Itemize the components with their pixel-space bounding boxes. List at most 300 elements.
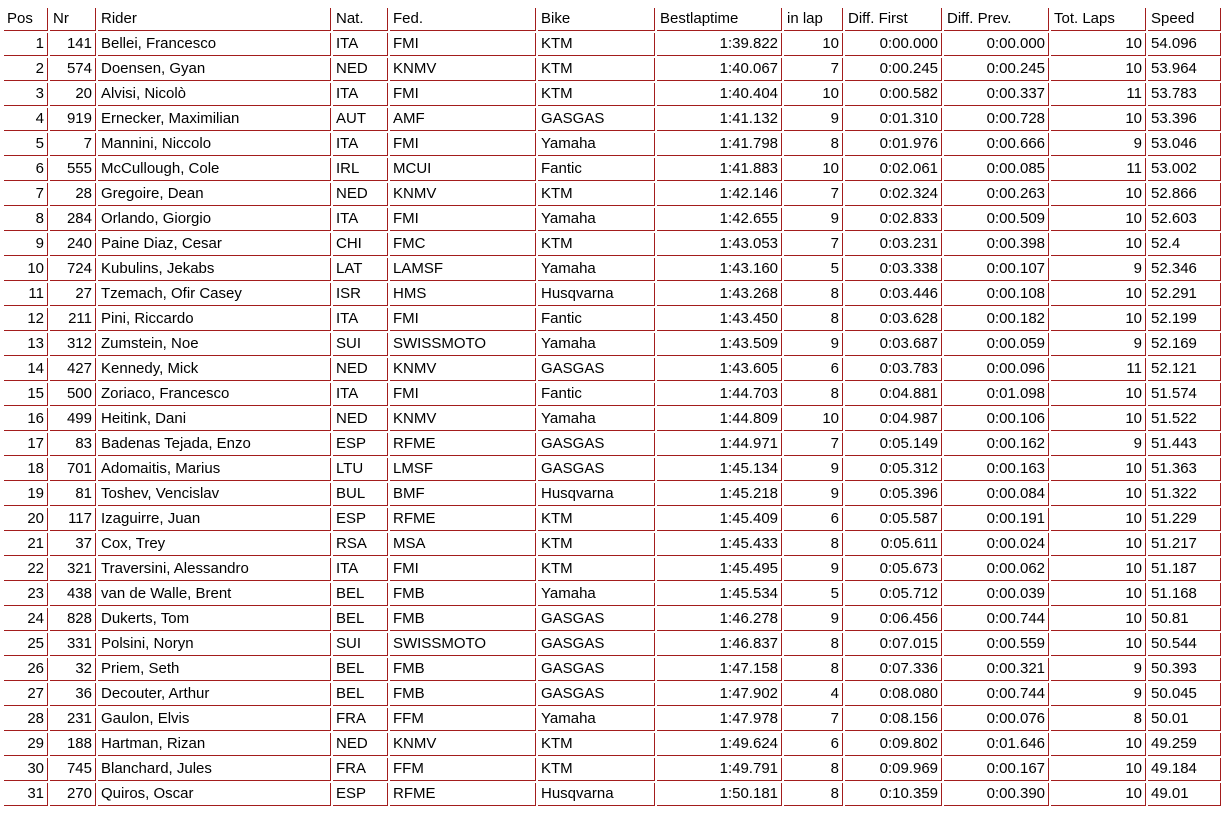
bestlaptime-cell: 1:40.404 — [657, 83, 782, 106]
diff-first-cell: 0:09.802 — [845, 733, 942, 756]
rider-cell: Hartman, Rizan — [98, 733, 331, 756]
table-row — [4, 733, 1221, 756]
bike-cell: KTM — [538, 733, 655, 756]
diff-first-cell: 0:03.231 — [845, 233, 942, 256]
diff-first-cell: 0:00.582 — [845, 83, 942, 106]
in-lap-cell: 9 — [784, 608, 843, 631]
fed-cell: RFME — [390, 508, 536, 531]
diff-prev-cell: 0:01.646 — [944, 733, 1049, 756]
bestlaptime-cell: 1:47.158 — [657, 658, 782, 681]
rider-cell: Dukerts, Tom — [98, 608, 331, 631]
diff-prev-cell: 0:00.263 — [944, 183, 1049, 206]
bike-cell: KTM — [538, 558, 655, 581]
diff-prev-cell: 0:00.096 — [944, 358, 1049, 381]
diff-prev-cell: 0:00.398 — [944, 233, 1049, 256]
table-row — [4, 108, 1221, 131]
pos-cell: 22 — [4, 558, 48, 581]
diff-first-cell: 0:05.712 — [845, 583, 942, 606]
tot-laps-cell: 10 — [1051, 533, 1146, 556]
pos-cell: 8 — [4, 208, 48, 231]
bike-cell: Husqvarna — [538, 483, 655, 506]
col-header-nr: Nr — [50, 8, 96, 31]
bestlaptime-cell: 1:39.822 — [657, 33, 782, 56]
nr-cell: 919 — [50, 108, 96, 131]
nr-cell: 724 — [50, 258, 96, 281]
rider-cell: Decouter, Arthur — [98, 683, 331, 706]
tot-laps-cell: 9 — [1051, 683, 1146, 706]
diff-first-cell: 0:05.149 — [845, 433, 942, 456]
fed-cell: FMI — [390, 83, 536, 106]
pos-cell: 25 — [4, 633, 48, 656]
nat-cell: ESP — [333, 783, 388, 806]
fed-cell: SWISSMOTO — [390, 633, 536, 656]
in-lap-cell: 7 — [784, 233, 843, 256]
in-lap-cell: 8 — [784, 533, 843, 556]
nr-cell: 555 — [50, 158, 96, 181]
diff-first-cell: 0:07.336 — [845, 658, 942, 681]
nr-cell: 331 — [50, 633, 96, 656]
tot-laps-cell: 10 — [1051, 583, 1146, 606]
diff-first-cell: 0:02.061 — [845, 158, 942, 181]
in-lap-cell: 6 — [784, 733, 843, 756]
bestlaptime-cell: 1:44.971 — [657, 433, 782, 456]
bestlaptime-cell: 1:41.798 — [657, 133, 782, 156]
nr-cell: 240 — [50, 233, 96, 256]
table-row — [4, 683, 1221, 706]
nat-cell: ITA — [333, 83, 388, 106]
pos-cell: 28 — [4, 708, 48, 731]
bike-cell: KTM — [538, 33, 655, 56]
in-lap-cell: 5 — [784, 583, 843, 606]
table-row — [4, 408, 1221, 431]
bestlaptime-cell: 1:47.978 — [657, 708, 782, 731]
col-header-rider: Rider — [98, 8, 331, 31]
diff-prev-cell: 0:00.085 — [944, 158, 1049, 181]
bike-cell: KTM — [538, 183, 655, 206]
in-lap-cell: 7 — [784, 708, 843, 731]
table-row — [4, 233, 1221, 256]
tot-laps-cell: 9 — [1051, 433, 1146, 456]
pos-cell: 3 — [4, 83, 48, 106]
bike-cell: GASGAS — [538, 108, 655, 131]
bestlaptime-cell: 1:47.902 — [657, 683, 782, 706]
in-lap-cell: 5 — [784, 258, 843, 281]
in-lap-cell: 9 — [784, 458, 843, 481]
table-row — [4, 358, 1221, 381]
bike-cell: Yamaha — [538, 258, 655, 281]
fed-cell: FMI — [390, 308, 536, 331]
nat-cell: BEL — [333, 683, 388, 706]
tot-laps-cell: 10 — [1051, 483, 1146, 506]
diff-first-cell: 0:05.312 — [845, 458, 942, 481]
speed-cell: 50.81 — [1148, 608, 1221, 631]
fed-cell: KNMV — [390, 408, 536, 431]
in-lap-cell: 7 — [784, 58, 843, 81]
fed-cell: AMF — [390, 108, 536, 131]
rider-cell: Tzemach, Ofir Casey — [98, 283, 331, 306]
table-row — [4, 633, 1221, 656]
diff-first-cell: 0:05.673 — [845, 558, 942, 581]
diff-first-cell: 0:03.446 — [845, 283, 942, 306]
pos-cell: 11 — [4, 283, 48, 306]
diff-first-cell: 0:03.687 — [845, 333, 942, 356]
bike-cell: Husqvarna — [538, 283, 655, 306]
speed-cell: 50.01 — [1148, 708, 1221, 731]
bike-cell: GASGAS — [538, 608, 655, 631]
bestlaptime-cell: 1:42.655 — [657, 208, 782, 231]
tot-laps-cell: 10 — [1051, 758, 1146, 781]
nr-cell: 427 — [50, 358, 96, 381]
rider-cell: Orlando, Giorgio — [98, 208, 331, 231]
pos-cell: 31 — [4, 783, 48, 806]
bike-cell: Yamaha — [538, 408, 655, 431]
nat-cell: ITA — [333, 308, 388, 331]
bestlaptime-cell: 1:44.703 — [657, 383, 782, 406]
bike-cell: GASGAS — [538, 658, 655, 681]
diff-prev-cell: 0:00.106 — [944, 408, 1049, 431]
tot-laps-cell: 10 — [1051, 308, 1146, 331]
col-header-nat: Nat. — [333, 8, 388, 31]
tot-laps-cell: 11 — [1051, 358, 1146, 381]
bestlaptime-cell: 1:46.278 — [657, 608, 782, 631]
pos-cell: 29 — [4, 733, 48, 756]
tot-laps-cell: 10 — [1051, 558, 1146, 581]
diff-first-cell: 0:02.324 — [845, 183, 942, 206]
nr-cell: 117 — [50, 508, 96, 531]
fed-cell: KNMV — [390, 358, 536, 381]
bike-cell: KTM — [538, 533, 655, 556]
bestlaptime-cell: 1:43.268 — [657, 283, 782, 306]
nr-cell: 36 — [50, 683, 96, 706]
bestlaptime-cell: 1:44.809 — [657, 408, 782, 431]
diff-prev-cell: 0:00.084 — [944, 483, 1049, 506]
rider-cell: Alvisi, Nicolò — [98, 83, 331, 106]
table-row — [4, 308, 1221, 331]
bestlaptime-cell: 1:49.791 — [657, 758, 782, 781]
nr-cell: 81 — [50, 483, 96, 506]
diff-prev-cell: 0:00.744 — [944, 683, 1049, 706]
col-header-fed: Fed. — [390, 8, 536, 31]
diff-prev-cell: 0:00.744 — [944, 608, 1049, 631]
bestlaptime-cell: 1:45.433 — [657, 533, 782, 556]
bestlaptime-cell: 1:45.218 — [657, 483, 782, 506]
pos-cell: 27 — [4, 683, 48, 706]
bestlaptime-cell: 1:43.605 — [657, 358, 782, 381]
rider-cell: Badenas Tejada, Enzo — [98, 433, 331, 456]
fed-cell: FFM — [390, 758, 536, 781]
fed-cell: FMI — [390, 33, 536, 56]
tot-laps-cell: 10 — [1051, 733, 1146, 756]
rider-cell: Kennedy, Mick — [98, 358, 331, 381]
table-row — [4, 183, 1221, 206]
rider-cell: Traversini, Alessandro — [98, 558, 331, 581]
nr-cell: 7 — [50, 133, 96, 156]
bestlaptime-cell: 1:40.067 — [657, 58, 782, 81]
bestlaptime-cell: 1:45.409 — [657, 508, 782, 531]
bike-cell: KTM — [538, 758, 655, 781]
rider-cell: van de Walle, Brent — [98, 583, 331, 606]
tot-laps-cell: 9 — [1051, 133, 1146, 156]
diff-prev-cell: 0:00.059 — [944, 333, 1049, 356]
tot-laps-cell: 10 — [1051, 608, 1146, 631]
diff-prev-cell: 0:00.039 — [944, 583, 1049, 606]
table-row — [4, 433, 1221, 456]
speed-cell: 49.01 — [1148, 783, 1221, 806]
nat-cell: ITA — [333, 558, 388, 581]
bestlaptime-cell: 1:45.534 — [657, 583, 782, 606]
speed-cell: 53.046 — [1148, 133, 1221, 156]
fed-cell: MSA — [390, 533, 536, 556]
rider-cell: Adomaitis, Marius — [98, 458, 331, 481]
nat-cell: FRA — [333, 758, 388, 781]
diff-first-cell: 0:01.976 — [845, 133, 942, 156]
fed-cell: LMSF — [390, 458, 536, 481]
pos-cell: 6 — [4, 158, 48, 181]
nr-cell: 141 — [50, 33, 96, 56]
diff-first-cell: 0:05.587 — [845, 508, 942, 531]
bestlaptime-cell: 1:42.146 — [657, 183, 782, 206]
speed-cell: 54.096 — [1148, 33, 1221, 56]
nat-cell: ESP — [333, 433, 388, 456]
nr-cell: 500 — [50, 383, 96, 406]
diff-first-cell: 0:01.310 — [845, 108, 942, 131]
speed-cell: 51.217 — [1148, 533, 1221, 556]
rider-cell: Gaulon, Elvis — [98, 708, 331, 731]
fed-cell: FMI — [390, 383, 536, 406]
diff-prev-cell: 0:00.108 — [944, 283, 1049, 306]
rider-cell: Pini, Riccardo — [98, 308, 331, 331]
nr-cell: 828 — [50, 608, 96, 631]
fed-cell: FMB — [390, 608, 536, 631]
nat-cell: SUI — [333, 633, 388, 656]
fed-cell: FFM — [390, 708, 536, 731]
pos-cell: 23 — [4, 583, 48, 606]
tot-laps-cell: 10 — [1051, 33, 1146, 56]
col-header-pos: Pos — [4, 8, 48, 31]
speed-cell: 49.184 — [1148, 758, 1221, 781]
diff-prev-cell: 0:00.163 — [944, 458, 1049, 481]
bike-cell: GASGAS — [538, 358, 655, 381]
speed-cell: 52.4 — [1148, 233, 1221, 256]
col-header-in-lap: in lap — [784, 8, 843, 31]
speed-cell: 52.866 — [1148, 183, 1221, 206]
pos-cell: 26 — [4, 658, 48, 681]
diff-first-cell: 0:04.881 — [845, 383, 942, 406]
speed-cell: 53.002 — [1148, 158, 1221, 181]
col-header-diff-prev: Diff. Prev. — [944, 8, 1049, 31]
in-lap-cell: 8 — [784, 133, 843, 156]
tot-laps-cell: 10 — [1051, 633, 1146, 656]
nat-cell: ITA — [333, 133, 388, 156]
header-row — [4, 8, 1221, 31]
bestlaptime-cell: 1:45.134 — [657, 458, 782, 481]
in-lap-cell: 8 — [784, 383, 843, 406]
in-lap-cell: 7 — [784, 183, 843, 206]
rider-cell: Heitink, Dani — [98, 408, 331, 431]
col-header-diff-first: Diff. First — [845, 8, 942, 31]
tot-laps-cell: 10 — [1051, 283, 1146, 306]
speed-cell: 49.259 — [1148, 733, 1221, 756]
bike-cell: Yamaha — [538, 208, 655, 231]
bestlaptime-cell: 1:43.053 — [657, 233, 782, 256]
speed-cell: 53.396 — [1148, 108, 1221, 131]
nr-cell: 37 — [50, 533, 96, 556]
tot-laps-cell: 9 — [1051, 258, 1146, 281]
diff-prev-cell: 0:00.024 — [944, 533, 1049, 556]
speed-cell: 51.574 — [1148, 383, 1221, 406]
speed-cell: 52.346 — [1148, 258, 1221, 281]
bike-cell: KTM — [538, 233, 655, 256]
diff-prev-cell: 0:00.062 — [944, 558, 1049, 581]
tot-laps-cell: 10 — [1051, 183, 1146, 206]
nat-cell: CHI — [333, 233, 388, 256]
diff-first-cell: 0:02.833 — [845, 208, 942, 231]
tot-laps-cell: 10 — [1051, 233, 1146, 256]
speed-cell: 51.168 — [1148, 583, 1221, 606]
diff-first-cell: 0:10.359 — [845, 783, 942, 806]
fed-cell: HMS — [390, 283, 536, 306]
table-row — [4, 258, 1221, 281]
tot-laps-cell: 11 — [1051, 158, 1146, 181]
table-row — [4, 558, 1221, 581]
fed-cell: RFME — [390, 783, 536, 806]
rider-cell: Kubulins, Jekabs — [98, 258, 331, 281]
nat-cell: LAT — [333, 258, 388, 281]
diff-prev-cell: 0:00.107 — [944, 258, 1049, 281]
nat-cell: BUL — [333, 483, 388, 506]
col-header-tot-laps: Tot. Laps — [1051, 8, 1146, 31]
tot-laps-cell: 10 — [1051, 58, 1146, 81]
nat-cell: SUI — [333, 333, 388, 356]
bestlaptime-cell: 1:45.495 — [657, 558, 782, 581]
bike-cell: Fantic — [538, 383, 655, 406]
tot-laps-cell: 10 — [1051, 408, 1146, 431]
bike-cell: KTM — [538, 58, 655, 81]
table-row — [4, 133, 1221, 156]
nr-cell: 27 — [50, 283, 96, 306]
diff-prev-cell: 0:00.559 — [944, 633, 1049, 656]
tot-laps-cell: 10 — [1051, 383, 1146, 406]
fed-cell: FMI — [390, 558, 536, 581]
diff-first-cell: 0:08.156 — [845, 708, 942, 731]
diff-prev-cell: 0:01.098 — [944, 383, 1049, 406]
nat-cell: BEL — [333, 658, 388, 681]
diff-prev-cell: 0:00.666 — [944, 133, 1049, 156]
bike-cell: Yamaha — [538, 333, 655, 356]
table-row — [4, 608, 1221, 631]
in-lap-cell: 6 — [784, 508, 843, 531]
speed-cell: 53.783 — [1148, 83, 1221, 106]
col-header-speed: Speed — [1148, 8, 1221, 31]
bike-cell: GASGAS — [538, 433, 655, 456]
speed-cell: 53.964 — [1148, 58, 1221, 81]
fed-cell: MCUI — [390, 158, 536, 181]
speed-cell: 50.544 — [1148, 633, 1221, 656]
diff-first-cell: 0:04.987 — [845, 408, 942, 431]
nat-cell: BEL — [333, 583, 388, 606]
results-body — [4, 33, 1221, 806]
pos-cell: 17 — [4, 433, 48, 456]
rider-cell: Zoriaco, Francesco — [98, 383, 331, 406]
tot-laps-cell: 10 — [1051, 208, 1146, 231]
in-lap-cell: 8 — [784, 283, 843, 306]
pos-cell: 7 — [4, 183, 48, 206]
nat-cell: AUT — [333, 108, 388, 131]
diff-first-cell: 0:03.628 — [845, 308, 942, 331]
fed-cell: KNMV — [390, 58, 536, 81]
fed-cell: FMB — [390, 583, 536, 606]
pos-cell: 10 — [4, 258, 48, 281]
table-row — [4, 158, 1221, 181]
fed-cell: BMF — [390, 483, 536, 506]
bike-cell: KTM — [538, 83, 655, 106]
nat-cell: IRL — [333, 158, 388, 181]
nr-cell: 188 — [50, 733, 96, 756]
bike-cell: KTM — [538, 508, 655, 531]
speed-cell: 51.443 — [1148, 433, 1221, 456]
rider-cell: Cox, Trey — [98, 533, 331, 556]
table-row — [4, 283, 1221, 306]
speed-cell: 52.199 — [1148, 308, 1221, 331]
nr-cell: 312 — [50, 333, 96, 356]
bike-cell: Fantic — [538, 158, 655, 181]
diff-first-cell: 0:08.080 — [845, 683, 942, 706]
diff-prev-cell: 0:00.191 — [944, 508, 1049, 531]
diff-first-cell: 0:03.783 — [845, 358, 942, 381]
fed-cell: KNMV — [390, 733, 536, 756]
rider-cell: McCullough, Cole — [98, 158, 331, 181]
pos-cell: 19 — [4, 483, 48, 506]
in-lap-cell: 9 — [784, 208, 843, 231]
bestlaptime-cell: 1:46.837 — [657, 633, 782, 656]
nat-cell: LTU — [333, 458, 388, 481]
tot-laps-cell: 9 — [1051, 333, 1146, 356]
nat-cell: NED — [333, 733, 388, 756]
table-row — [4, 333, 1221, 356]
rider-cell: Bellei, Francesco — [98, 33, 331, 56]
fed-cell: SWISSMOTO — [390, 333, 536, 356]
nat-cell: ISR — [333, 283, 388, 306]
table-row — [4, 583, 1221, 606]
in-lap-cell: 4 — [784, 683, 843, 706]
rider-cell: Toshev, Vencislav — [98, 483, 331, 506]
nr-cell: 499 — [50, 408, 96, 431]
table-row — [4, 58, 1221, 81]
in-lap-cell: 9 — [784, 483, 843, 506]
pos-cell: 9 — [4, 233, 48, 256]
diff-prev-cell: 0:00.167 — [944, 758, 1049, 781]
pos-cell: 2 — [4, 58, 48, 81]
nr-cell: 270 — [50, 783, 96, 806]
bike-cell: GASGAS — [538, 458, 655, 481]
bestlaptime-cell: 1:43.160 — [657, 258, 782, 281]
speed-cell: 52.603 — [1148, 208, 1221, 231]
tot-laps-cell: 10 — [1051, 458, 1146, 481]
bestlaptime-cell: 1:43.509 — [657, 333, 782, 356]
bike-cell: Husqvarna — [538, 783, 655, 806]
rider-cell: Priem, Seth — [98, 658, 331, 681]
table-row — [4, 758, 1221, 781]
tot-laps-cell: 10 — [1051, 783, 1146, 806]
pos-cell: 30 — [4, 758, 48, 781]
table-row — [4, 708, 1221, 731]
table-row — [4, 508, 1221, 531]
pos-cell: 5 — [4, 133, 48, 156]
nr-cell: 211 — [50, 308, 96, 331]
fed-cell: LAMSF — [390, 258, 536, 281]
diff-prev-cell: 0:00.509 — [944, 208, 1049, 231]
diff-prev-cell: 0:00.076 — [944, 708, 1049, 731]
